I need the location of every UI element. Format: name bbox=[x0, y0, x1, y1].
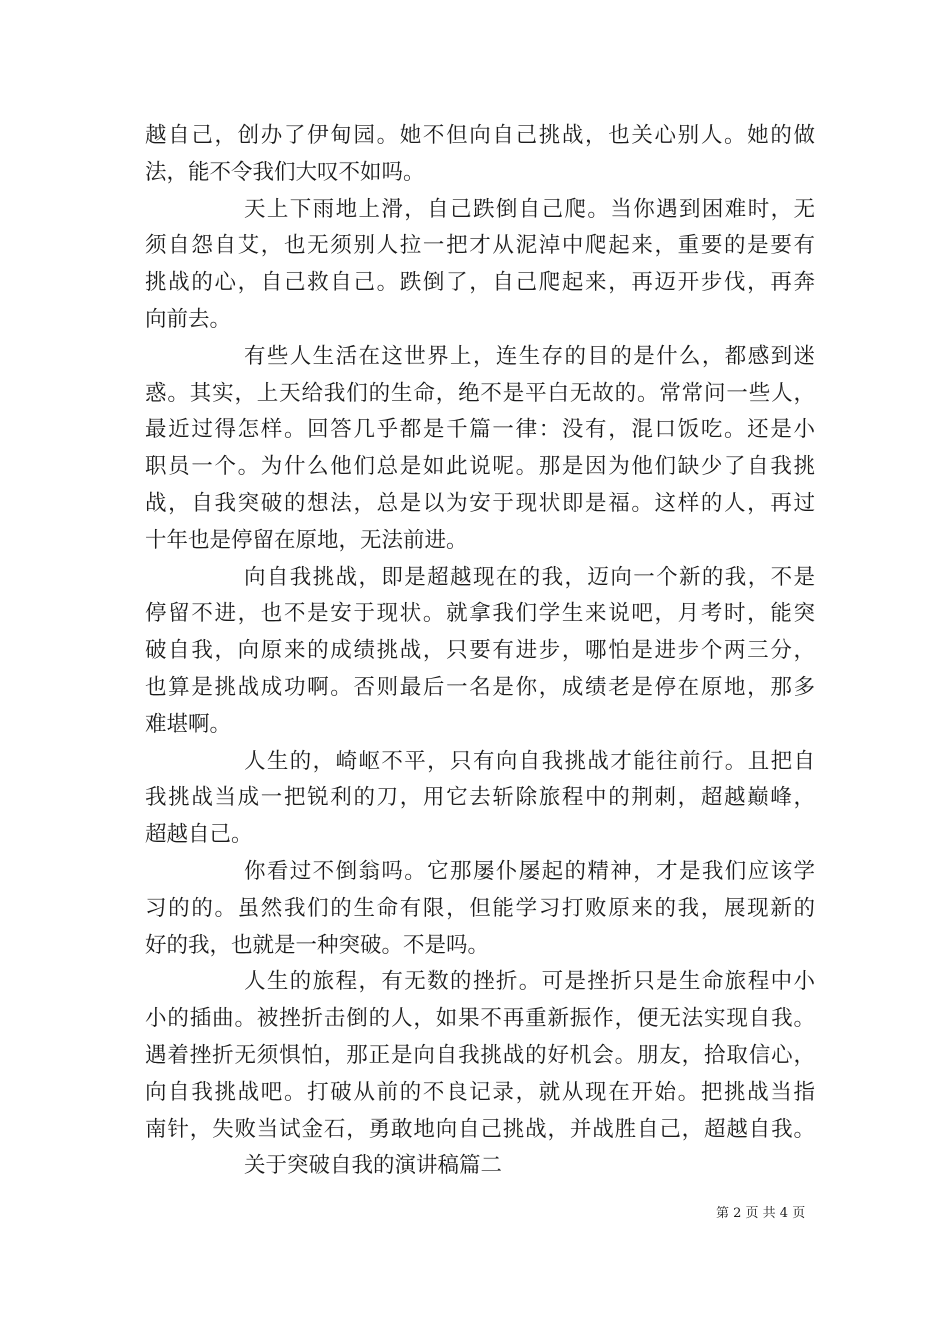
paragraph-first-line: 人生的旅程，有无数的挫折。可是挫折只是生命旅程中小 bbox=[244, 969, 815, 995]
text-line: 十年也是停留在原地，无法前进。 bbox=[145, 527, 468, 553]
text-line: 南针，失败当试金石，勇敢地向自己挑战，并战胜自己，超越自我。 bbox=[145, 1116, 815, 1142]
paragraph-first-line: 天上下雨地上滑，自己跌倒自己爬。当你遇到困难时，无 bbox=[244, 196, 815, 222]
text-line: 超越自己。 bbox=[145, 822, 253, 848]
text-line: 惑。其实，上天给我们的生命，绝不是平白无故的。常常问一些人， bbox=[145, 380, 815, 406]
body-text bbox=[145, 118, 815, 1185]
text-line: 停留不进，也不是安于现状。就拿我们学生来说吧，月考时，能突 bbox=[145, 601, 815, 627]
paragraph-first-line: 有些人生活在这世界上，连生存的目的是什么，都感到迷 bbox=[244, 343, 815, 369]
paragraph-first-line: 人生的，崎岖不平，只有向自我挑战才能往前行。且把自 bbox=[244, 748, 815, 774]
paragraph-first-line: 向自我挑战，即是超越现在的我，迈向一个新的我，不是 bbox=[244, 564, 815, 590]
text-line: 好的我，也就是一种突破。不是吗。 bbox=[145, 932, 490, 958]
text-line: 小的插曲。被挫折击倒的人，如果不再重新振作，便无法实现自我。 bbox=[145, 1006, 815, 1032]
text-line: 破自我，向原来的成绩挑战，只要有进步，哪怕是进步个两三分， bbox=[145, 638, 815, 664]
text-line: 难堪啊。 bbox=[145, 711, 232, 737]
text-line: 向自我挑战吧。打破从前的不良记录，就从现在开始。把挑战当指 bbox=[145, 1079, 815, 1105]
text-line: 最近过得怎样。回答几乎都是千篇一律：没有，混口饭吃。还是小 bbox=[145, 417, 815, 443]
text-line: 越自己，创办了伊甸园。她不但向自己挑战，也关心别人。她的做 bbox=[145, 123, 815, 148]
text-line: 向前去。 bbox=[145, 306, 232, 332]
text-line: 须自怨自艾，也无须别人拉一把才从泥淖中爬起来，重要的是要有 bbox=[145, 233, 815, 259]
text-line: 战，自我突破的想法，总是以为安于现状即是福。这样的人，再过 bbox=[145, 490, 815, 516]
text-line: 职员一个。为什么他们总是如此说呢。那是因为他们缺少了自我挑 bbox=[145, 454, 815, 480]
text-line: 习的的。虽然我们的生命有限，但能学习打败原来的我，展现新的 bbox=[145, 895, 815, 921]
text-line: 遇着挫折无须惧怕，那正是向自我挑战的好机会。朋友，拾取信心， bbox=[145, 1042, 815, 1068]
text-line: 挑战的心，自己救自己。跌倒了，自己爬起来，再迈开步伐，再奔 bbox=[145, 270, 815, 296]
text-line: 法，能不令我们大叹不如吗。 bbox=[145, 159, 425, 185]
text-line: 也算是挑战成功啊。否则最后一名是你，成绩老是停在原地，那多 bbox=[145, 674, 815, 700]
paragraph-first-line: 你看过不倒翁吗。它那屡仆屡起的精神，才是我们应该学 bbox=[244, 858, 815, 884]
paragraph-first-line: 关于突破自我的演讲稿篇二 bbox=[244, 1153, 503, 1179]
page-number: 第 2 页 共 4 页 bbox=[716, 1206, 806, 1221]
text-line: 我挑战当成一把锐利的刀，用它去斩除旅程中的荆刺，超越巅峰， bbox=[145, 785, 815, 811]
